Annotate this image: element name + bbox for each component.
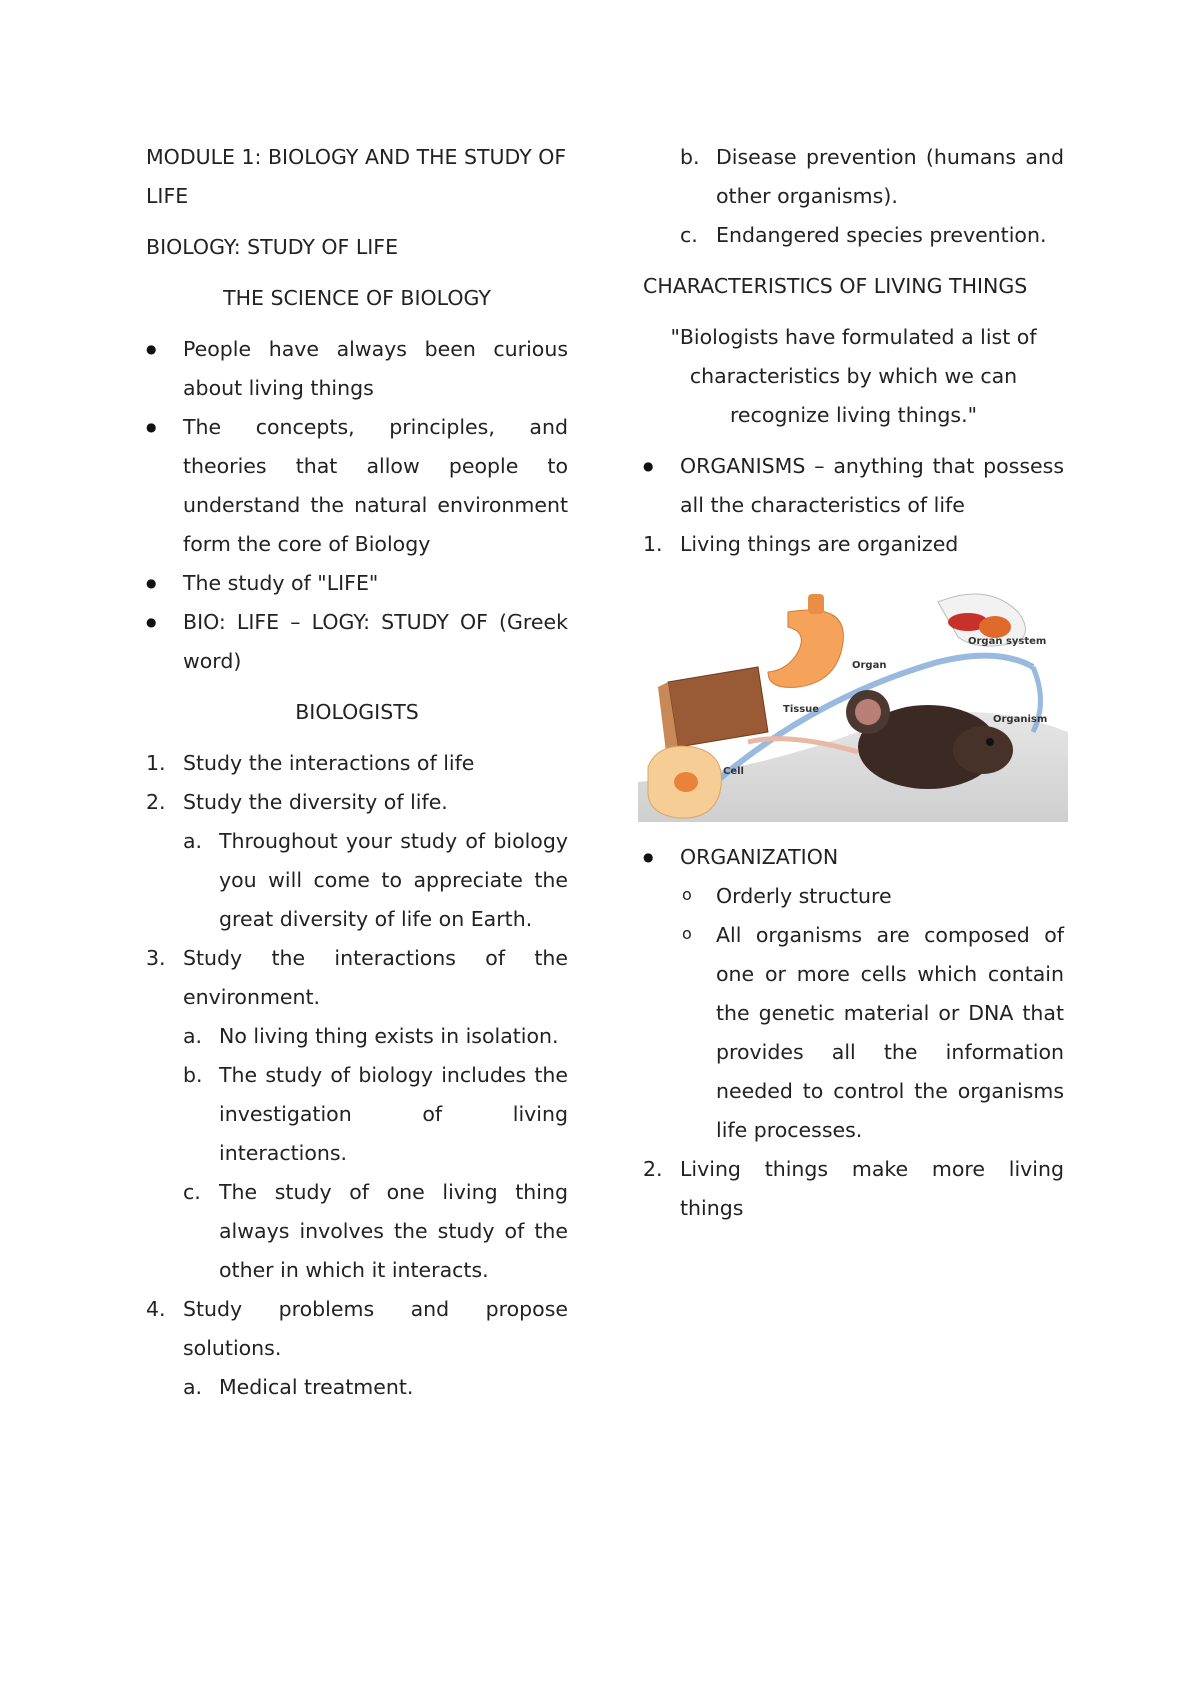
characteristics-list <box>643 525 1064 564</box>
list-item <box>146 783 568 822</box>
list-item: ● The study of "LIFE" <box>146 564 568 603</box>
list-marker: a. <box>183 1375 203 1399</box>
list-item-text: Living things make more living things <box>680 1157 1064 1220</box>
list-item: ● The concepts, principles, and theories that allow people to understand the natural environment form the core of Biology <box>146 408 568 564</box>
subtitle: BIOLOGY: STUDY OF LIFE <box>146 235 399 259</box>
list-item <box>146 939 568 1017</box>
list-item: ● People have always been curious about living things <box>146 330 568 408</box>
list-item-text: Disease prevention (humans and other organisms). <box>716 145 1064 208</box>
list-item-text: The study of one living thing always involves the study of the other in which it interacts. <box>219 1180 568 1282</box>
list-marker: c. <box>183 1180 201 1204</box>
list-marker: 1. <box>643 532 663 556</box>
list-item-text: The study of biology includes the investigation of living interactions. <box>219 1063 568 1165</box>
list-item-text: Study the interactions of the environment. <box>183 946 568 1009</box>
list-item: o All organisms are composed of one or more cells which contain the genetic material or DNA that provides all the information needed to control the organisms life processes. <box>680 916 1064 1150</box>
sub-list-item <box>183 1173 568 1290</box>
sub-list-item <box>680 216 1064 255</box>
label-organ-system: Organ system <box>968 636 1047 647</box>
list-marker: 2. <box>146 790 166 814</box>
list-item-text: Study the interactions of life <box>183 751 475 775</box>
list-item: ● ORGANISMS – anything that possess all the characteristics of life <box>643 447 1064 525</box>
tissue-block-icon <box>668 667 768 747</box>
biologists-list <box>146 744 568 822</box>
section-heading-biologists: BIOLOGISTS <box>295 700 419 724</box>
sub-list-continued <box>680 138 1064 255</box>
organisms-bullet-list <box>643 447 1064 525</box>
list-item-text: No living thing exists in isolation. <box>219 1024 559 1048</box>
quote: "Biologists have formulated a list of characteristics by which we can recognize living things." <box>670 325 1037 427</box>
list-item: ● BIO: LIFE – LOGY: STUDY OF (Greek word) <box>146 603 568 681</box>
list-marker: 4. <box>146 1297 166 1321</box>
organization-levels-figure <box>638 582 1068 828</box>
label-organ: Organ <box>852 660 887 671</box>
label-tissue: Tissue <box>783 704 820 715</box>
characteristics-list-cont <box>643 1150 1064 1228</box>
left-column <box>146 138 568 1407</box>
sub-list <box>183 1017 568 1290</box>
list-item: o Orderly structure <box>680 877 1064 916</box>
list-marker: b. <box>183 1063 203 1087</box>
list-item-text: Endangered species prevention. <box>716 223 1047 247</box>
label-organism: Organism <box>993 714 1048 725</box>
list-item-text: Living things are organized <box>680 532 959 556</box>
list-marker: a. <box>183 829 203 853</box>
list-item <box>643 525 1064 564</box>
list-item: ● ORGANIZATION <box>643 838 1064 877</box>
organ-system-intestine-icon <box>979 616 1011 638</box>
intro-bullet-list <box>146 330 568 681</box>
stomach-organ-icon <box>768 610 843 687</box>
list-marker: a. <box>183 1024 203 1048</box>
organization-illustration <box>638 582 1068 828</box>
list-item-text: Throughout your study of biology you will come to appreciate the great diversity of life on Earth. <box>219 829 568 931</box>
mouse-head-icon <box>953 726 1013 774</box>
sub-list-item <box>183 1017 568 1056</box>
cell-nucleus-icon <box>674 772 698 792</box>
list-item <box>146 1290 568 1368</box>
module-title: MODULE 1: BIOLOGY AND THE STUDY OF LIFE <box>146 145 567 208</box>
sub-list <box>183 822 568 939</box>
mouse-inner-ear <box>855 699 881 725</box>
list-marker: c. <box>680 223 698 247</box>
list-marker: b. <box>680 145 700 169</box>
sub-list-item <box>680 138 1064 216</box>
organization-bullet-list <box>643 838 1064 877</box>
list-item <box>643 1150 1064 1228</box>
sub-list <box>183 1368 568 1407</box>
label-cell: Cell <box>723 766 744 777</box>
biologists-list-cont <box>146 939 568 1017</box>
sub-list-item <box>183 1056 568 1173</box>
list-marker: 2. <box>643 1157 663 1181</box>
list-marker: 1. <box>146 751 166 775</box>
list-item-text: Medical treatment. <box>219 1375 414 1399</box>
sub-list-item <box>183 822 568 939</box>
esophagus-shape <box>808 594 824 614</box>
list-item-text: Study the diversity of life. <box>183 790 448 814</box>
list-item <box>146 744 568 783</box>
list-marker: 3. <box>146 946 166 970</box>
mouse-eye-icon <box>986 738 994 746</box>
organization-points-list <box>643 877 1064 1150</box>
section-heading-science: THE SCIENCE OF BIOLOGY <box>223 286 491 310</box>
list-item-text: Study problems and propose solutions. <box>183 1297 568 1360</box>
section-heading-characteristics: CHARACTERISTICS OF LIVING THINGS <box>643 274 1028 298</box>
sub-list-item <box>183 1368 568 1407</box>
right-column <box>643 138 1064 1228</box>
biologists-list-cont <box>146 1290 568 1368</box>
